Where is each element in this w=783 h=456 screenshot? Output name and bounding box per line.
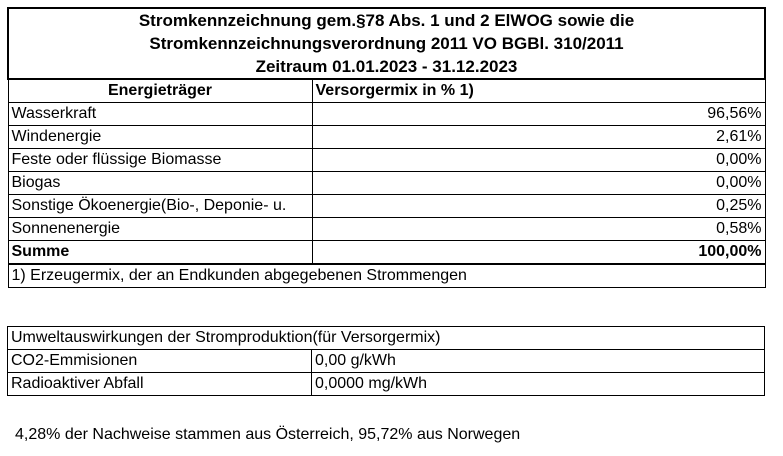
environmental-impact-table xyxy=(7,326,765,396)
origin-note: 4,28% der Nachweise stammen aus Österreich, 95,72% aus Norwegen xyxy=(15,426,521,443)
title-line-2: Stromkennzeichnungsverordnung 2011 VO BGBl. 310/2011 xyxy=(149,34,624,53)
env-impact-label: CO2-Emmisionen xyxy=(8,350,312,373)
table-row xyxy=(8,172,765,195)
electricity-label-table xyxy=(7,7,766,288)
title-line-3: Zeitraum 01.01.2023 - 31.12.2023 xyxy=(255,57,518,76)
env-table-title: Umweltauswirkungen der Stromproduktion(für Versorgermix) xyxy=(8,327,765,350)
energy-source-label: Windenergie xyxy=(8,126,312,149)
title-line-1: Stromkennzeichnung gem.§78 Abs. 1 und 2 ElWOG sowie die xyxy=(138,11,635,30)
table-row xyxy=(8,350,765,373)
table-row xyxy=(8,126,765,149)
energy-source-value: 0,25% xyxy=(312,195,765,218)
env-title-row xyxy=(8,327,765,350)
energy-source-value: 2,61% xyxy=(312,126,765,149)
energy-source-value: 0,00% xyxy=(312,172,765,195)
env-impact-value: 0,00 g/kWh xyxy=(312,350,765,373)
energy-source-label: Sonstige Ökoenergie(Bio-, Deponie- u. xyxy=(8,195,312,218)
env-impact-value: 0,0000 mg/kWh xyxy=(312,373,765,396)
table-row xyxy=(8,149,765,172)
energy-source-label: Feste oder flüssige Biomasse xyxy=(8,149,312,172)
footnote-row xyxy=(8,264,765,288)
table-row xyxy=(8,373,765,396)
sum-label: Summe xyxy=(8,241,312,265)
column-header-energy: Energieträger xyxy=(8,79,312,103)
env-impact-label: Radioaktiver Abfall xyxy=(8,373,312,396)
column-header-mix: Versorgermix in % 1) xyxy=(312,79,765,103)
energy-source-value: 96,56% xyxy=(312,103,765,126)
energy-source-label: Biogas xyxy=(8,172,312,195)
table-row xyxy=(8,218,765,241)
table-title xyxy=(8,8,765,79)
energy-source-value: 0,58% xyxy=(312,218,765,241)
table-row xyxy=(8,103,765,126)
sum-row xyxy=(8,241,765,265)
energy-source-label: Sonnenenergie xyxy=(8,218,312,241)
footnote: 1) Erzeugermix, der an Endkunden abgegebenen Strommengen xyxy=(8,264,765,288)
sum-value: 100,00% xyxy=(312,241,765,265)
table-row xyxy=(8,195,765,218)
column-header-row xyxy=(8,79,765,103)
title-row xyxy=(8,8,765,79)
energy-source-value: 0,00% xyxy=(312,149,765,172)
energy-source-label: Wasserkraft xyxy=(8,103,312,126)
